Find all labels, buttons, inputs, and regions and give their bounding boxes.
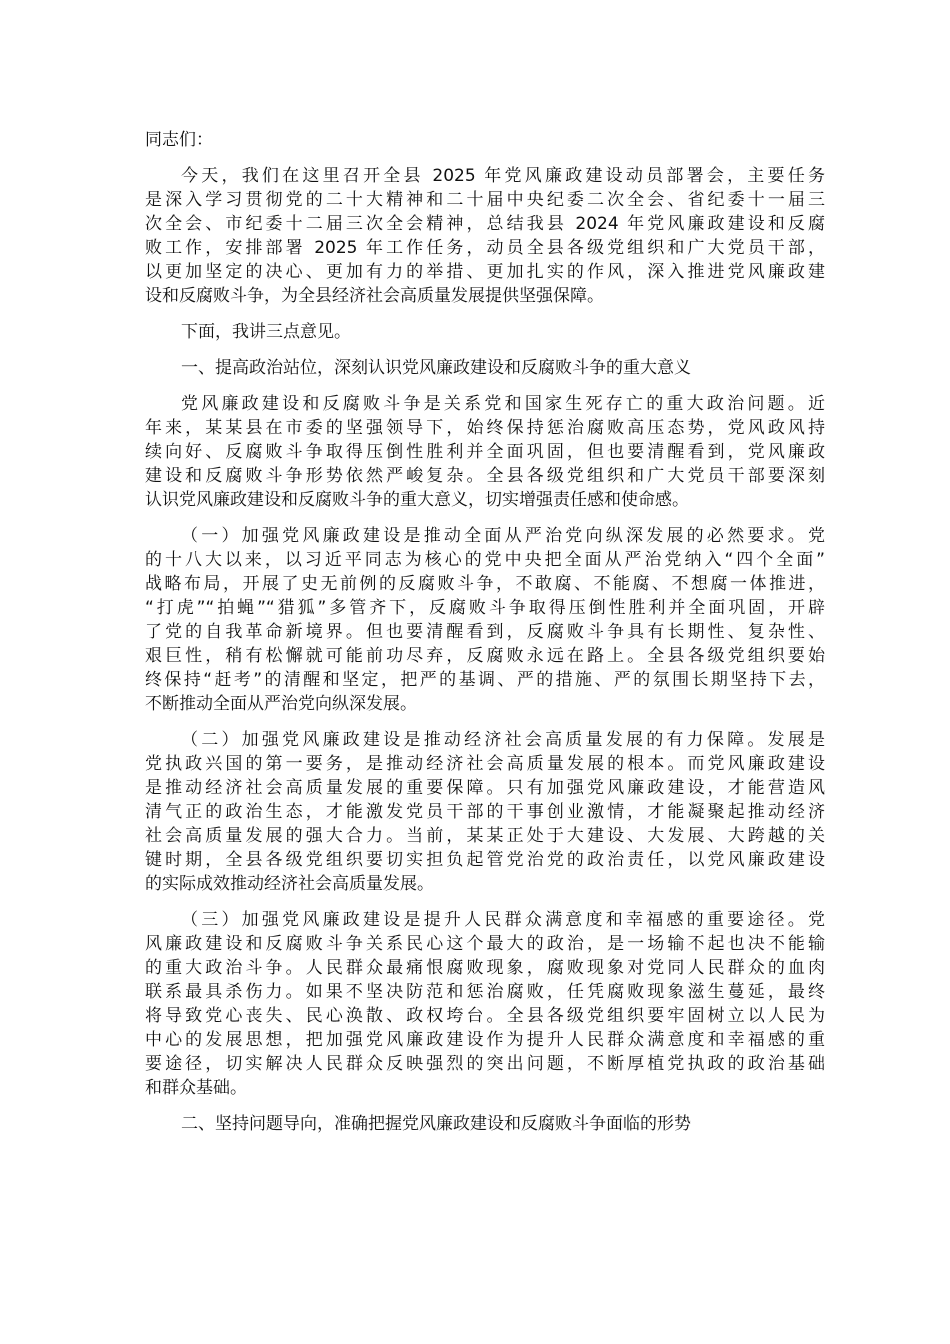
paragraph-line: 键时期，全县各级党组织要切实担负起管党治党的政治责任，以党风廉政建设 (145, 850, 825, 870)
paragraph-line: “打虎”“拍蝇”“猎狐”多管齐下，反腐败斗争取得压倒性胜利并全面巩固，开辟 (145, 598, 825, 618)
paragraph-line: 和群众基础。 (145, 1078, 247, 1098)
intro-line: 设和反腐败斗争，为全县经济社会高质量发展提供坚强保障。 (145, 286, 604, 306)
paragraph-line: 党风廉政建设和反腐败斗争是关系党和国家生死存亡的重大政治问题。近 (181, 394, 825, 414)
paragraph-line: 的实际成效推动经济社会高质量发展。 (145, 874, 434, 894)
intro-paragraph (145, 164, 825, 308)
paragraph-line: 年来，某某县在市委的坚强领导下，始终保持惩治腐败高压态势，党风政风持 (145, 418, 825, 438)
paragraph-line: 不断推动全面从严治党向纵深发展。 (145, 694, 417, 714)
paragraph-line: （一）加强党风廉政建设是推动全面从严治党向纵深发展的必然要求。党 (181, 526, 825, 546)
paragraph-line: 认识党风廉政建设和反腐败斗争的重大意义，切实增强责任感和使命感。 (145, 490, 689, 510)
paragraph-line: 中心的发展思想，把加强党风廉政建设作为提升人民群众满意度和幸福感的重 (145, 1030, 825, 1050)
transition-line: 下面，我讲三点意见。 (181, 322, 351, 342)
paragraph-line: 社会高质量发展的强大合力。当前，某某正处于大建设、大发展、大跨越的关 (145, 826, 825, 846)
salutation: 同志们： (145, 130, 213, 150)
paragraph-line: 联系最具杀伤力。如果不坚决防范和惩治腐败，任凭腐败现象滋生蔓延，最终 (145, 982, 825, 1002)
paragraph-line: （二）加强党风廉政建设是推动经济社会高质量发展的有力保障。发展是 (181, 730, 825, 750)
paragraph-line: 是推动经济社会高质量发展的重要保障。只有加强党风廉政建设，才能营造风 (145, 778, 825, 798)
section-2-heading: 二、坚持问题导向，准确把握党风廉政建设和反腐败斗争面临的形势 (181, 1114, 691, 1134)
paragraph-line: 清气正的政治生态，才能激发党员干部的干事创业激情，才能凝聚起推动经济 (145, 802, 825, 822)
intro-line: 次全会、市纪委十二届三次全会精神，总结我县 2024 年党风廉政建设和反腐 (145, 214, 825, 234)
paragraph-line: 艰巨性，稍有松懈就可能前功尽弃，反腐败永远在路上。全县各级党组织要始 (145, 646, 825, 666)
section-1-heading: 一、提高政治站位，深刻认识党风廉政建设和反腐败斗争的重大意义 (181, 358, 691, 378)
document-page (145, 128, 825, 1148)
intro-line: 是深入学习贯彻党的二十大精神和二十届中央纪委二次全会、省纪委十一届三 (145, 190, 825, 210)
paragraph-line: 战略布局，开展了史无前例的反腐败斗争，不敢腐、不能腐、不想腐一体推进， (145, 574, 825, 594)
paragraph-line: 风廉政建设和反腐败斗争关系民心这个最大的政治，是一场输不起也决不能输 (145, 934, 825, 954)
paragraph-line: 要途径，切实解决人民群众反映强烈的突出问题，不断厚植党执政的政治基础 (145, 1054, 825, 1074)
intro-line: 今天，我们在这里召开全县 2025 年党风廉政建设动员部署会，主要任务 (181, 166, 825, 186)
paragraph-line: 党执政兴国的第一要务，是推动经济社会高质量发展的根本。而党风廉政建设 (145, 754, 825, 774)
paragraph-line: 的十八大以来，以习近平同志为核心的党中央把全面从严治党纳入“四个全面” (145, 550, 825, 570)
paragraph-line: 续向好、反腐败斗争取得压倒性胜利并全面巩固，但也要清醒看到，党风廉政 (145, 442, 825, 462)
intro-line: 以更加坚定的决心、更加有力的举措、更加扎实的作风，深入推进党风廉政建 (145, 262, 825, 282)
paragraph-line: （三）加强党风廉政建设是提升人民群众满意度和幸福感的重要途径。党 (181, 910, 825, 930)
paragraph-line: 终保持“赶考”的清醒和坚定，把严的基调、严的措施、严的氛围长期坚持下去， (145, 670, 825, 690)
section-1-paragraph (145, 392, 825, 512)
paragraph-line: 将导致党心丧失、民心涣散、政权垮台。全县各级党组织要牢固树立以人民为 (145, 1006, 825, 1026)
point-3-paragraph (145, 908, 825, 1100)
paragraph-line: 建设和反腐败斗争形势依然严峻复杂。全县各级党组织和广大党员干部要深刻 (145, 466, 825, 486)
intro-line: 败工作，安排部署 2025 年工作任务，动员全县各级党组织和广大党员干部， (145, 238, 825, 258)
point-1-paragraph (145, 524, 825, 716)
paragraph-line: 了党的自我革命新境界。但也要清醒看到，反腐败斗争具有长期性、复杂性、 (145, 622, 825, 642)
paragraph-line: 的重大政治斗争。人民群众最痛恨腐败现象，腐败现象对党同人民群众的血肉 (145, 958, 825, 978)
point-2-paragraph (145, 728, 825, 896)
